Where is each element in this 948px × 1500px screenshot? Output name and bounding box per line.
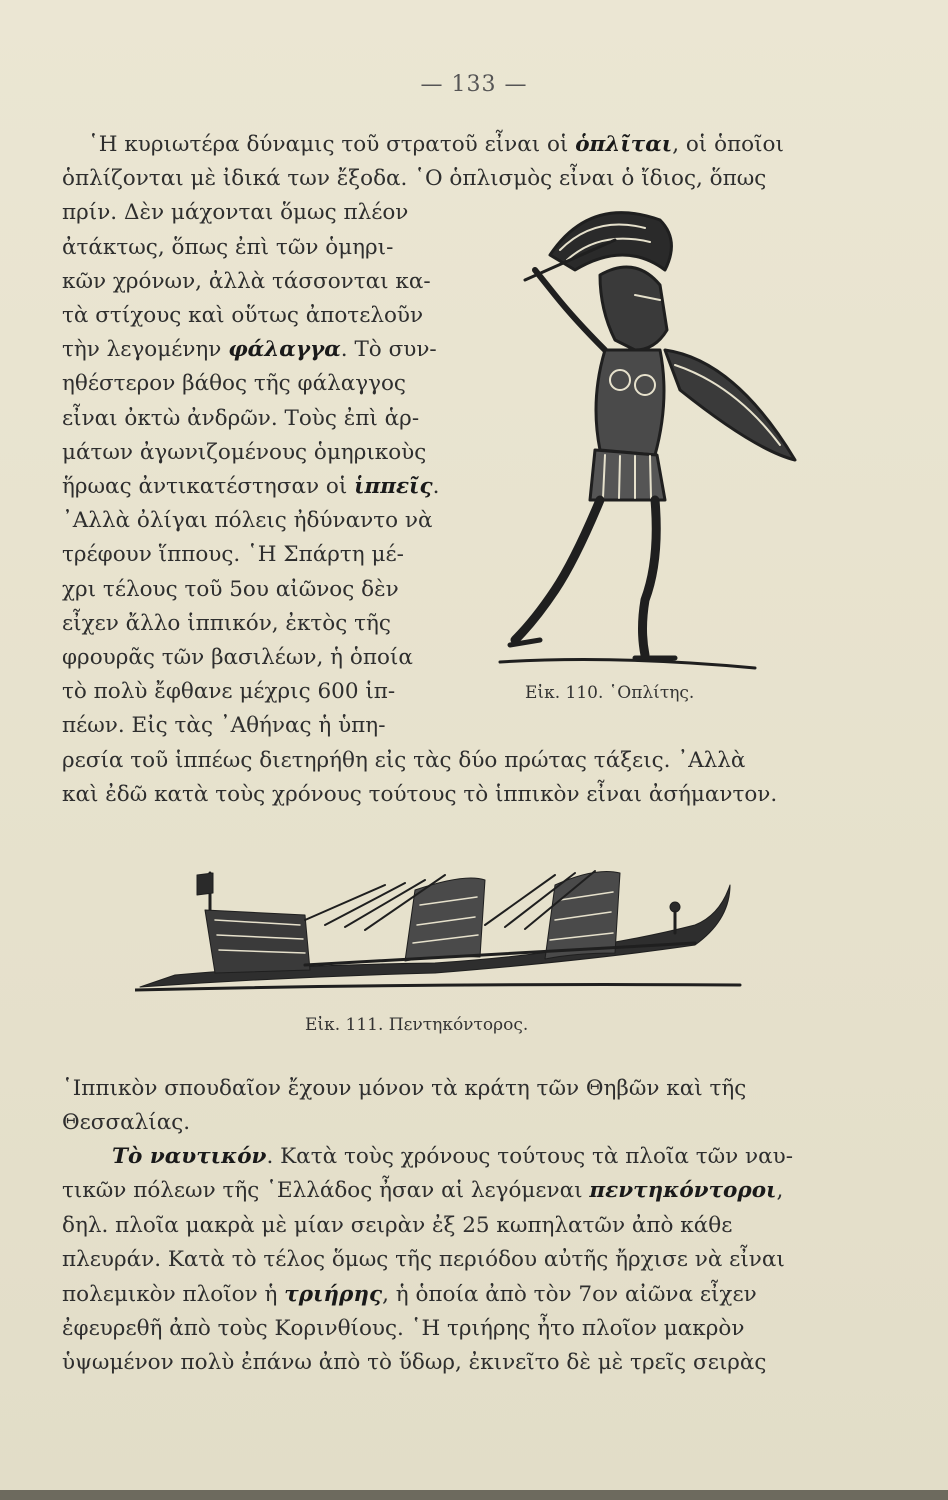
text-run: εἶχεν ἄλλο ἱππικόν, ἐκτὸς τῆς	[62, 610, 391, 636]
emphasized-term: πεντηκόντοροι	[589, 1178, 777, 1204]
page-number: — 133 —	[420, 72, 528, 97]
text-line	[62, 1176, 783, 1206]
text-line	[62, 1108, 190, 1138]
text-run: ,	[776, 1178, 784, 1204]
text-run: , ἡ ὁποία ἀπὸ τὸν 7ον αἰῶνα εἶχεν	[382, 1281, 757, 1307]
text-run: ρεσία τοῦ ἱππέως διετηρήθη εἰς τὰς δύο πρώτας τάξεις. ᾿Αλλὰ	[62, 747, 746, 773]
text-line	[62, 780, 777, 810]
text-line	[62, 711, 385, 741]
text-line	[62, 609, 391, 639]
text-line	[62, 1211, 732, 1241]
figure-111-caption: Εἰκ. 111. Πεντηκόντορος.	[305, 1015, 529, 1035]
text-run: . Κατὰ τοὺς χρόνους τούτους τὰ πλοῖα τῶν ναυ-	[266, 1144, 793, 1169]
emphasized-term: ὁπλῖται	[575, 132, 673, 157]
text-line	[62, 643, 413, 673]
text-run: ῾Η κυριωτέρα δύναμις τοῦ στρατοῦ εἶναι οἱ	[88, 132, 576, 157]
text-run: ἥρωας ἀντικατέστησαν οἱ	[62, 474, 355, 499]
text-run: καὶ ἐδῶ κατὰ τοὺς χρόνους τούτους τὸ ἱππικὸν εἶναι ἀσήμαντον.	[62, 781, 778, 807]
text-line	[112, 1142, 793, 1172]
text-line	[62, 746, 745, 776]
text-run: εἶναι ὀκτὼ ἀνδρῶν. Τοὺς ἐπὶ ἁρ-	[62, 405, 420, 431]
text-line	[62, 540, 404, 570]
text-line	[62, 1348, 766, 1378]
text-run: πέων. Εἰς τὰς ᾿Αθήνας ἡ ὑπη-	[62, 713, 386, 739]
text-line	[62, 1314, 744, 1344]
text-run: τρέφουν ἵππους. ῾Η Σπάρτη μέ-	[62, 542, 404, 568]
figure-110-caption: Εἰκ. 110. ῾Οπλίτης.	[525, 683, 695, 703]
emphasized-term: φάλαγγα	[228, 337, 341, 363]
text-run: τὸ πολὺ ἔφθανε μέχρις 600 ἱπ-	[62, 679, 396, 705]
text-run: δηλ. πλοῖα μακρὰ μὲ μίαν σειρὰν ἐξ 25 κωπηλατῶν ἀπὸ κάθε	[62, 1212, 733, 1238]
text-line	[62, 267, 431, 297]
text-line	[62, 1245, 785, 1275]
text-run: τὴν λεγομένην	[62, 337, 229, 363]
text-run: Θεσσαλίας.	[62, 1110, 191, 1135]
text-line	[62, 438, 426, 468]
text-run: ἐφευρεθῆ ἀπὸ τοὺς Κορινθίους. ῾Η τριήρης ἦτο πλοῖον μακρὸν	[62, 1316, 745, 1341]
text-line	[62, 677, 395, 707]
text-line	[62, 1074, 746, 1104]
page-edge-shadow	[0, 1490, 948, 1500]
text-line	[62, 1280, 757, 1310]
penteconter-ship-illustration	[135, 865, 745, 995]
text-run: , οἱ ὁποῖοι	[672, 132, 784, 157]
text-run: ηθέστερον βάθος τῆς φάλαγγος	[62, 371, 406, 397]
text-line	[62, 472, 439, 502]
text-line	[62, 404, 419, 434]
text-run: ῾Ιππικὸν σπουδαῖον ἔχουν μόνον τὰ κράτη τῶν Θηβῶν καὶ τῆς	[62, 1076, 747, 1101]
text-run: .	[432, 474, 440, 499]
text-run: πολεμικὸν πλοῖον ἡ	[62, 1281, 285, 1307]
text-line	[62, 506, 432, 536]
hoplite-illustration	[495, 200, 815, 675]
text-run: ᾿Αλλὰ ὀλίγαι πόλεις ἠδύναντο νὰ	[62, 508, 433, 534]
emphasized-term: τριήρης	[284, 1281, 383, 1307]
text-run: ὁπλίζονται μὲ ἰδικά των ἔξοδα. ῾Ο ὁπλισμὸς εἶναι ὁ ἴδιος, ὅπως	[62, 166, 767, 192]
text-line	[62, 301, 423, 331]
text-run: ὑψωμένον πολὺ ἐπάνω ἀπὸ τὸ ὕδωρ, ἐκινεῖτο δὲ μὲ τρεῖς σειρὰς	[62, 1350, 767, 1376]
text-run: κῶν χρόνων, ἀλλὰ τάσσονται κα-	[62, 268, 431, 294]
text-run: ἀτάκτως, ὅπως ἐπὶ τῶν ὁμηρι-	[62, 234, 394, 260]
text-run: τὰ στίχους καὶ οὕτως ἀποτελοῦν	[62, 303, 424, 328]
text-line	[88, 130, 784, 160]
emphasized-term: ἱππεῖς	[354, 474, 433, 499]
text-run: φρουρᾶς τῶν βασιλέων, ἡ ὁποία	[62, 645, 413, 670]
text-run: . Τὸ συν-	[340, 337, 437, 363]
text-run: πλευράν. Κατὰ τὸ τέλος ὅμως τῆς περιόδου αὐτῆς ἤρχισε νὰ εἶναι	[62, 1247, 785, 1273]
text-line	[62, 198, 408, 228]
text-line	[62, 335, 437, 365]
text-line	[62, 369, 406, 399]
text-run: μάτων ἀγωνιζομένους ὁμηρικοὺς	[62, 439, 427, 465]
text-line	[62, 575, 399, 605]
emphasized-term: Τὸ ναυτικόν	[112, 1144, 267, 1169]
text-run: πρίν. Δὲν μάχονται ὅμως πλέον	[62, 200, 409, 226]
text-line	[62, 164, 766, 194]
text-line	[62, 233, 393, 263]
text-run: τικῶν πόλεων τῆς ῾Ελλάδος ἦσαν αἱ λεγόμεναι	[62, 1178, 590, 1204]
text-run: χρι τέλους τοῦ 5ου αἰῶνος δὲν	[62, 576, 399, 602]
